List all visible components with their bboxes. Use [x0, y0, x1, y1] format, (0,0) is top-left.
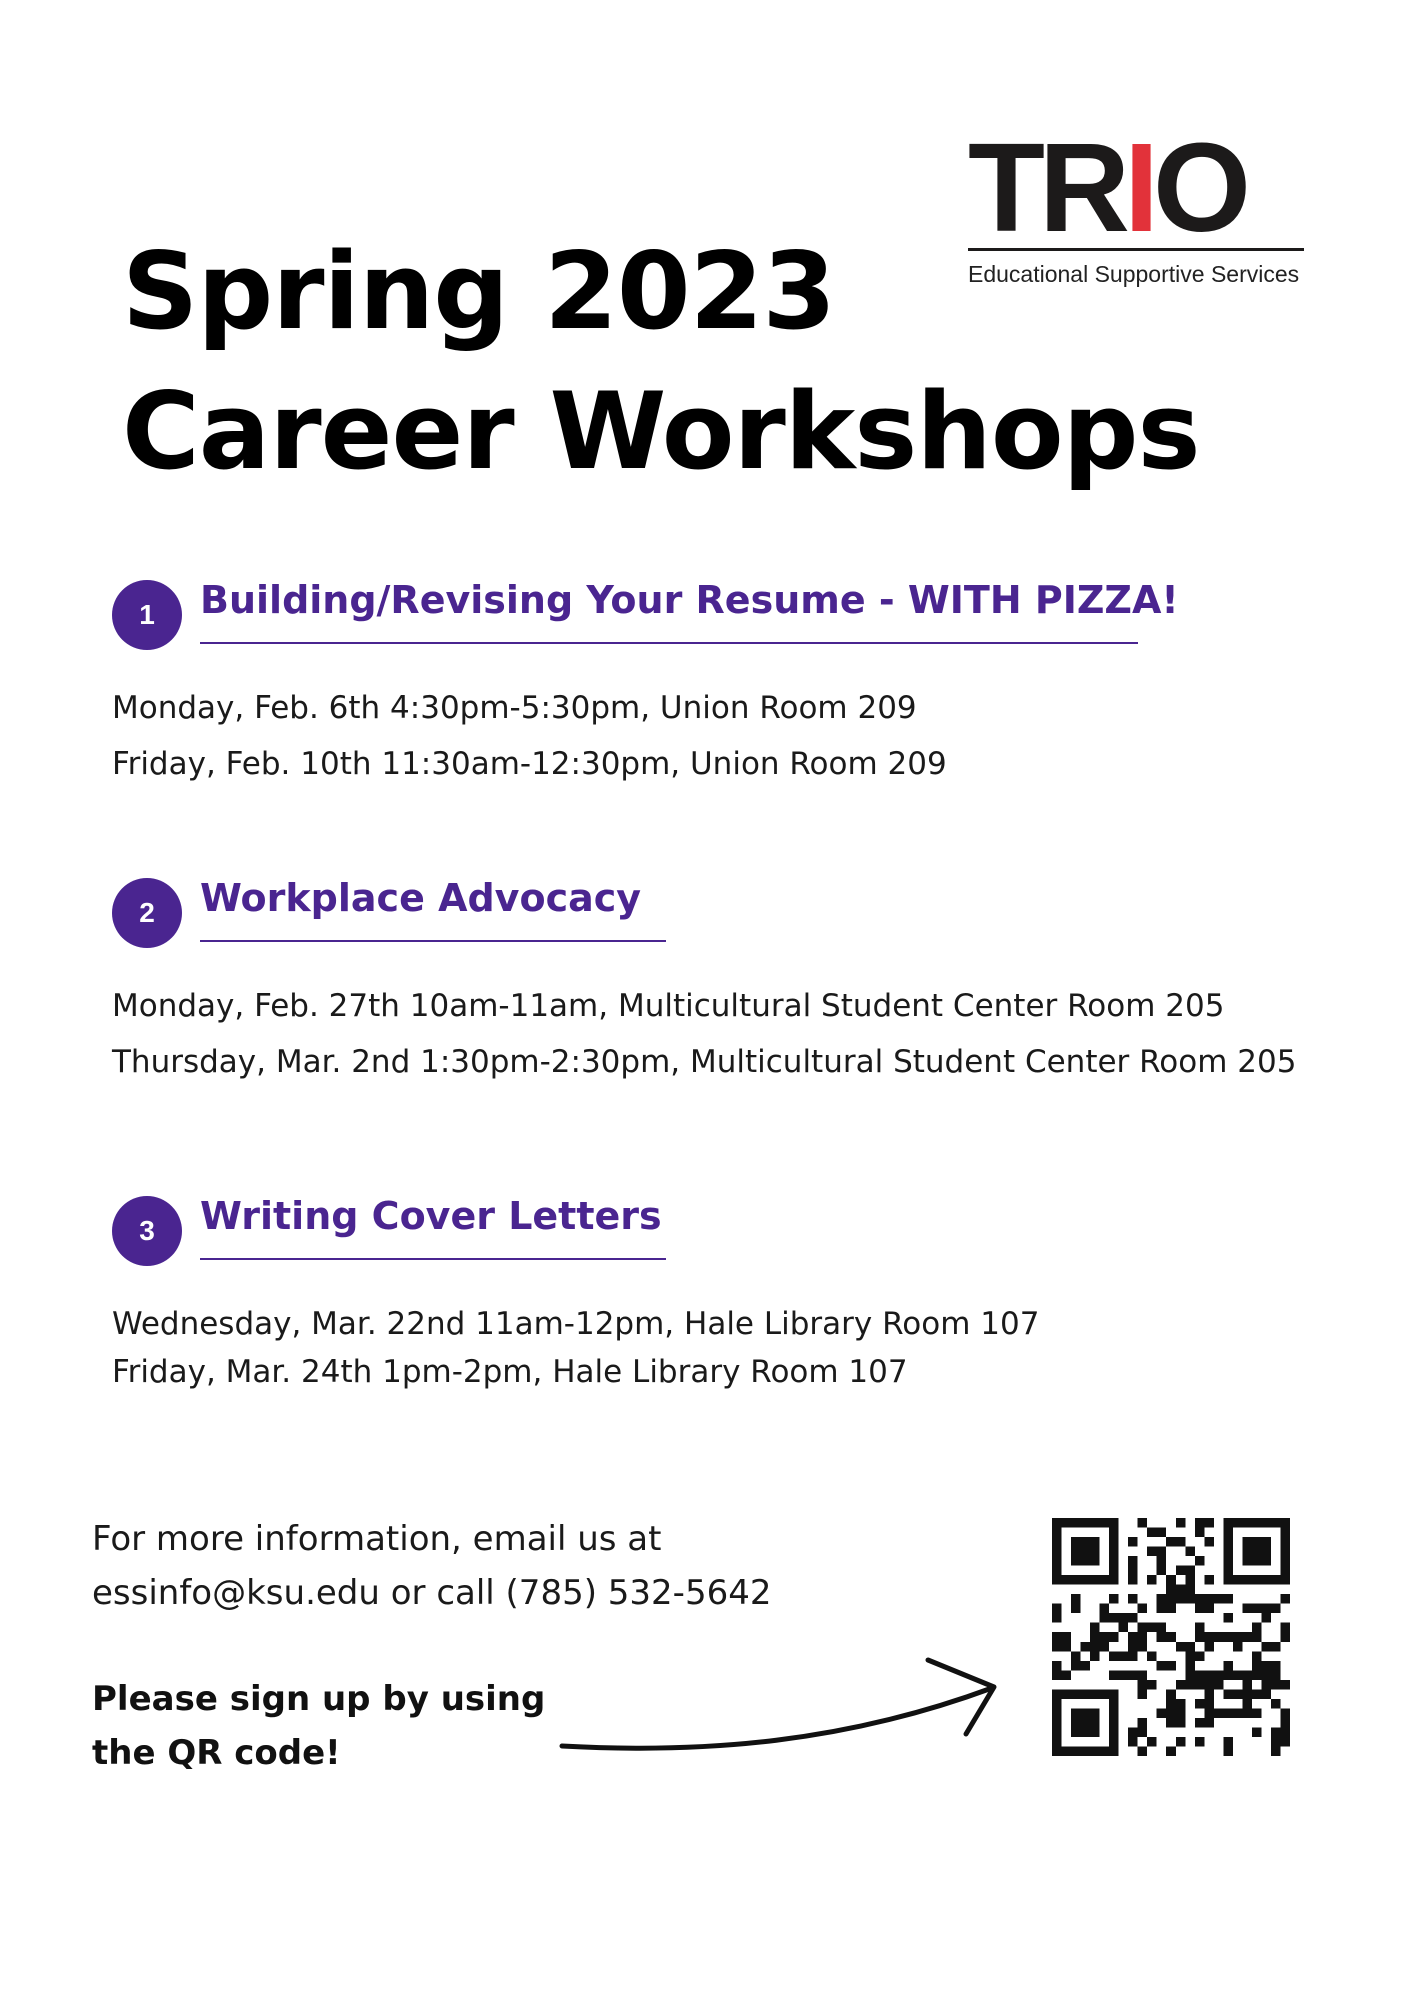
signup-line-2: the QR code!: [92, 1733, 341, 1773]
logo-subtitle: Educational Supportive Services: [968, 261, 1300, 287]
curved-arrow-right-icon: [556, 1630, 1016, 1760]
workshop-session: Friday, Mar. 24th 1pm-2pm, Hale Library Room 107: [112, 1354, 908, 1390]
contact-line-2: essinfo@ksu.edu or call (785) 532-5642: [92, 1573, 772, 1613]
contact-line-1: For more information, email us at: [92, 1519, 662, 1559]
workshop-title-underline: [200, 940, 666, 942]
workshop-number-badge: 2: [112, 878, 182, 948]
workshop-header: [112, 576, 1312, 656]
workshop-title: Building/Revising Your Resume - WITH PIZZA!: [200, 578, 1179, 622]
workshop-header: [112, 1192, 1312, 1272]
signup-line-1: Please sign up by using: [92, 1679, 546, 1719]
title-line-1: Spring 2023: [122, 230, 836, 353]
workshop-1: [112, 576, 1312, 782]
workshop-session: Monday, Feb. 6th 4:30pm-5:30pm, Union Room 209: [112, 690, 917, 726]
trio-wordmark: TRIO: [968, 117, 1245, 258]
title-line-2: Career Workshops: [122, 370, 1200, 493]
workshop-header: [112, 874, 1312, 954]
workshop-title: Writing Cover Letters: [200, 1194, 662, 1238]
qr-code[interactable]: [1052, 1518, 1290, 1756]
workshop-title: Workplace Advocacy: [200, 876, 642, 920]
workshop-session: Friday, Feb. 10th 11:30am-12:30pm, Union Room 209: [112, 746, 947, 782]
workshop-2: [112, 874, 1312, 1080]
workshop-session: Monday, Feb. 27th 10am-11am, Multicultural Student Center Room 205: [112, 988, 1225, 1024]
workshop-number-badge: 1: [112, 580, 182, 650]
workshop-3: [112, 1192, 1312, 1390]
signup-callout: [92, 1672, 545, 1780]
workshop-session: Thursday, Mar. 2nd 1:30pm-2:30pm, Multicultural Student Center Room 205: [112, 1044, 1297, 1080]
workshop-title-underline: [200, 1258, 666, 1260]
workshop-number-badge: 3: [112, 1196, 182, 1266]
workshop-session: Wednesday, Mar. 22nd 11am-12pm, Hale Library Room 107: [112, 1306, 1040, 1342]
workshop-title-underline: [200, 642, 1138, 644]
page-title: [122, 222, 1200, 502]
contact-info: [92, 1512, 771, 1620]
